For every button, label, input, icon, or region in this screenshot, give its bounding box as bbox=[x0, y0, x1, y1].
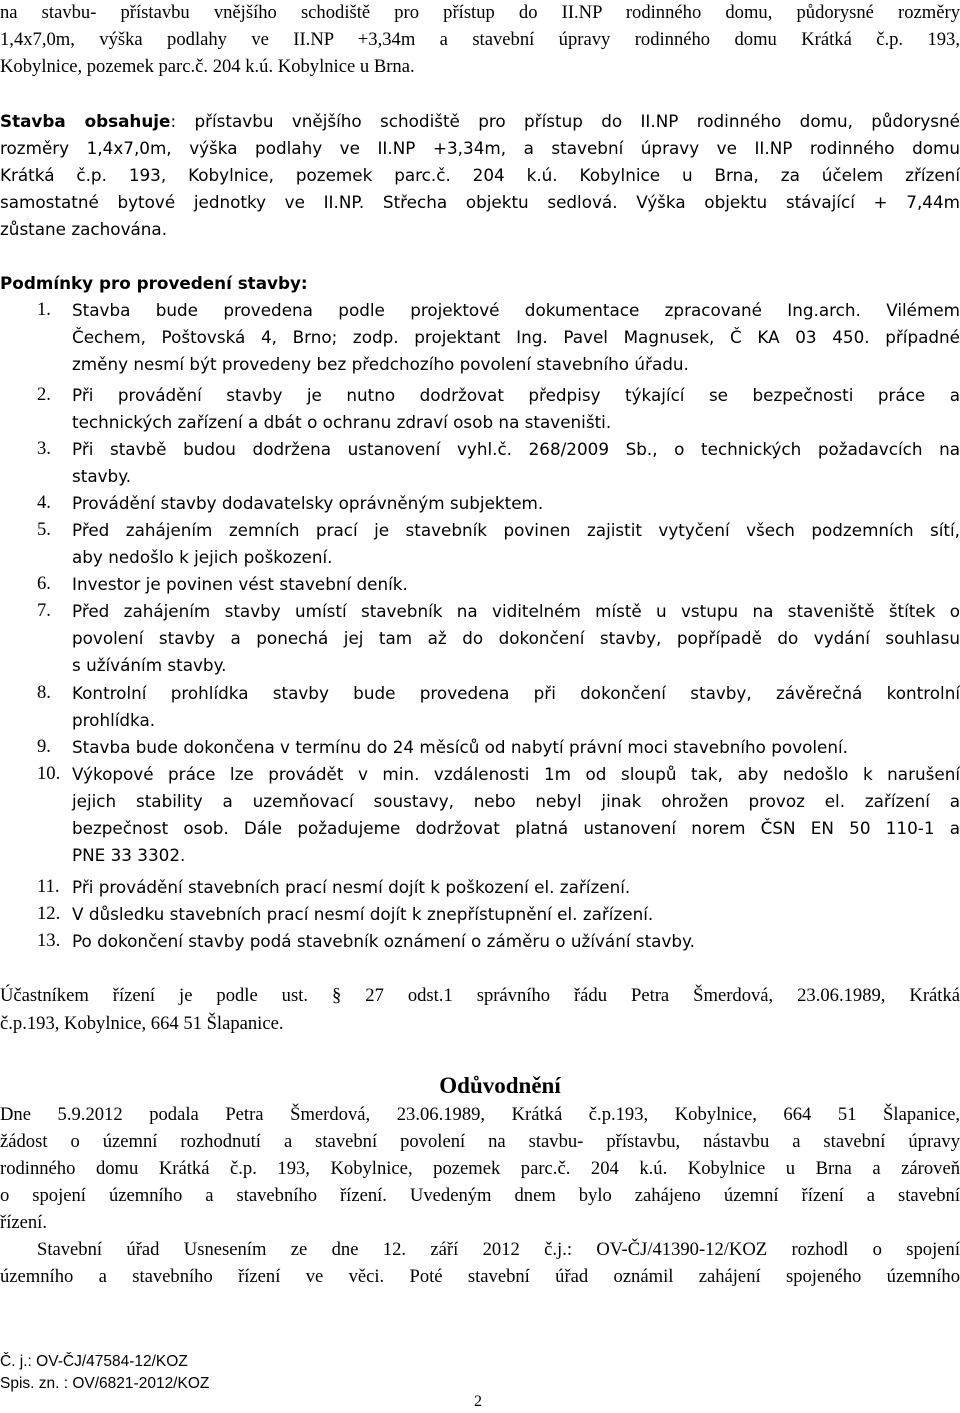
intro-line: na stavbu- přístavbu vnějšího schodiště pro přístup do II.NP rodinného domu, půdorysné rozměry bbox=[0, 2, 960, 23]
condition-line: Před zahájením stavby umístí stavebník na viditelném místě u vstupu na staveniště štítek o bbox=[72, 601, 960, 621]
reference-number: Č. j.: OV-ČJ/47584-12/KOZ bbox=[0, 1353, 188, 1370]
intro-line: 1,4x7,0m, výška podlahy ve II.NP +3,34m a stavební úpravy rodinného domu Krátká č.p. 193, bbox=[0, 29, 960, 50]
stavba-line: Krátká č.p. 193, Kobylnice, pozemek parc.č. 204 k.ú. Kobylnice u Brna, za účelem zřízení bbox=[0, 165, 960, 185]
condition-line: Při stavbě budou dodržena ustanovení vyhl.č. 268/2009 Sb., o technických požadavcích na bbox=[72, 439, 960, 459]
stavba-label: Stavba obsahuje bbox=[0, 111, 171, 131]
condition-number: 5. bbox=[37, 519, 51, 540]
stavba-line: samostatné bytové jednotky ve II.NP. Střecha objektu sedlová. Výška objektu stávající + 7,44m bbox=[0, 192, 960, 212]
condition-line: bezpečnost osob. Dále požadujeme dodržovat platná ustanovení norem ČSN EN 50 110-1 a bbox=[72, 818, 960, 838]
stavba-line bbox=[0, 108, 960, 134]
condition-number: 11. bbox=[37, 876, 60, 897]
condition-number: 2. bbox=[37, 384, 51, 405]
condition-line: technických zařízení a dbát o ochranu zdraví osob na staveništi. bbox=[72, 412, 612, 432]
stavba-line: zůstane zachována. bbox=[0, 219, 168, 239]
condition-line: Kontrolní prohlídka stavby bude provedena při dokončení stavby, závěrečná kontrolní bbox=[72, 683, 960, 703]
reasoning-line: Dne 5.9.2012 podala Petra Šmerdová, 23.06.1989, Krátká č.p.193, Kobylnice, 664 51 Šlapanice, bbox=[0, 1104, 960, 1125]
condition-number: 13. bbox=[37, 930, 61, 951]
stavba-line1-rest: : přístavbu vnějšího schodiště pro přístup do II.NP rodinného domu, půdorysné bbox=[170, 111, 960, 131]
reasoning-line: řízení. bbox=[0, 1212, 47, 1233]
reasoning-line: rodinného domu Krátká č.p. 193, Kobylnice, pozemek parc.č. 204 k.ú. Kobylnice u Brna a zároveň bbox=[0, 1158, 960, 1179]
condition-line: změny nesmí být provedeny bez předchozího povolení stavebního úřadu. bbox=[72, 354, 689, 374]
condition-line: prohlídka. bbox=[72, 710, 156, 730]
condition-number: 6. bbox=[37, 573, 51, 594]
condition-line: Po dokončení stavby podá stavebník oznámení o záměru o užívání stavby. bbox=[72, 931, 695, 951]
condition-line: Při provádění stavby je nutno dodržovat předpisy týkající se bezpečnosti práce a bbox=[72, 385, 960, 405]
conditions-heading: Podmínky pro provedení stavby: bbox=[0, 273, 308, 293]
condition-line: V důsledku stavebních prací nesmí dojít k znepřístupnění el. zařízení. bbox=[72, 904, 654, 924]
condition-line: jejich stability a uzemňovací soustavy, nebo nebyl jinak ohrožen provoz el. zařízení a bbox=[72, 791, 960, 811]
reasoning-title: Odůvodnění bbox=[439, 1073, 561, 1098]
condition-line: Investor je povinen vést stavební deník. bbox=[72, 574, 408, 594]
participant-text: Účastníkem řízení je podle ust. bbox=[0, 985, 309, 1006]
participant-line: č.p.193, Kobylnice, 664 51 Šlapanice. bbox=[0, 1013, 284, 1034]
condition-line: stavby. bbox=[72, 466, 132, 486]
file-number: Spis. zn. : OV/6821-2012/KOZ bbox=[0, 1375, 210, 1392]
condition-number: 10. bbox=[37, 763, 61, 784]
condition-number: 4. bbox=[37, 492, 51, 513]
condition-number: 3. bbox=[37, 438, 51, 459]
condition-line: aby nedošlo k jejich poškození. bbox=[72, 547, 333, 567]
reasoning-line: územního a stavebního řízení ve věci. Poté stavební úřad oznámil zahájení spojeného územního bbox=[0, 1266, 960, 1287]
reasoning-line: žádost o územní rozhodnutí a stavební povolení na stavbu- přístavbu, nástavbu a stavební úpravy bbox=[0, 1131, 960, 1152]
condition-line: Čechem, Poštovská 4, Brno; zodp. projektant Ing. Pavel Magnusek, Č KA 03 450. případné bbox=[72, 327, 960, 347]
page-number: 2 bbox=[474, 1393, 482, 1410]
condition-line: Stavba bude provedena podle projektové dokumentace zpracované Ing.arch. Vilémem bbox=[72, 300, 960, 320]
condition-line: s užíváním stavby. bbox=[72, 655, 227, 675]
intro-line: Kobylnice, pozemek parc.č. 204 k.ú. Kobylnice u Brna. bbox=[0, 56, 415, 77]
condition-number: 7. bbox=[37, 600, 51, 621]
condition-line: povolení stavby a ponechá jej tam až do dokončení stavby, popřípadě do vydání souhlasu bbox=[72, 628, 960, 648]
section-sign: § bbox=[332, 985, 342, 1006]
condition-line: Výkopové práce lze provádět v min. vzdálenosti 1m od sloupů tak, aby nedošlo k narušení bbox=[72, 764, 960, 784]
stavba-line: rozměry 1,4x7,0m, výška podlahy ve II.NP +3,34m, a stavební úpravy ve II.NP rodinného domu bbox=[0, 138, 960, 158]
condition-line: PNE 33 3302. bbox=[72, 845, 186, 865]
condition-line: Provádění stavby dodavatelsky oprávněným subjektem. bbox=[72, 493, 544, 513]
condition-number: 8. bbox=[37, 682, 51, 703]
condition-number: 12. bbox=[37, 903, 61, 924]
condition-number: 9. bbox=[37, 736, 51, 757]
participant-text: 27 odst.1 správního řádu Petra Šmerdová, 23.06.1989, Krátká bbox=[365, 985, 960, 1006]
reasoning-line: Stavební úřad Usnesením ze dne 12. září 2012 č.j.: OV-ČJ/41390-12/KOZ rozhodl o spojení bbox=[37, 1239, 960, 1260]
condition-number: 1. bbox=[37, 299, 51, 320]
condition-line: Před zahájením zemních prací je stavebník povinen zajistit vytyčení všech podzemních sítí, bbox=[72, 520, 960, 540]
reasoning-line: o spojení územního a stavebního řízení. Uvedeným dnem bylo zahájeno územní řízení a stavební bbox=[0, 1185, 960, 1206]
condition-line: Při provádění stavebních prací nesmí dojít k poškození el. zařízení. bbox=[72, 877, 631, 897]
participant-line bbox=[0, 983, 960, 1009]
condition-line: Stavba bude dokončena v termínu do 24 měsíců od nabytí právní moci stavebního povolení. bbox=[72, 737, 849, 757]
